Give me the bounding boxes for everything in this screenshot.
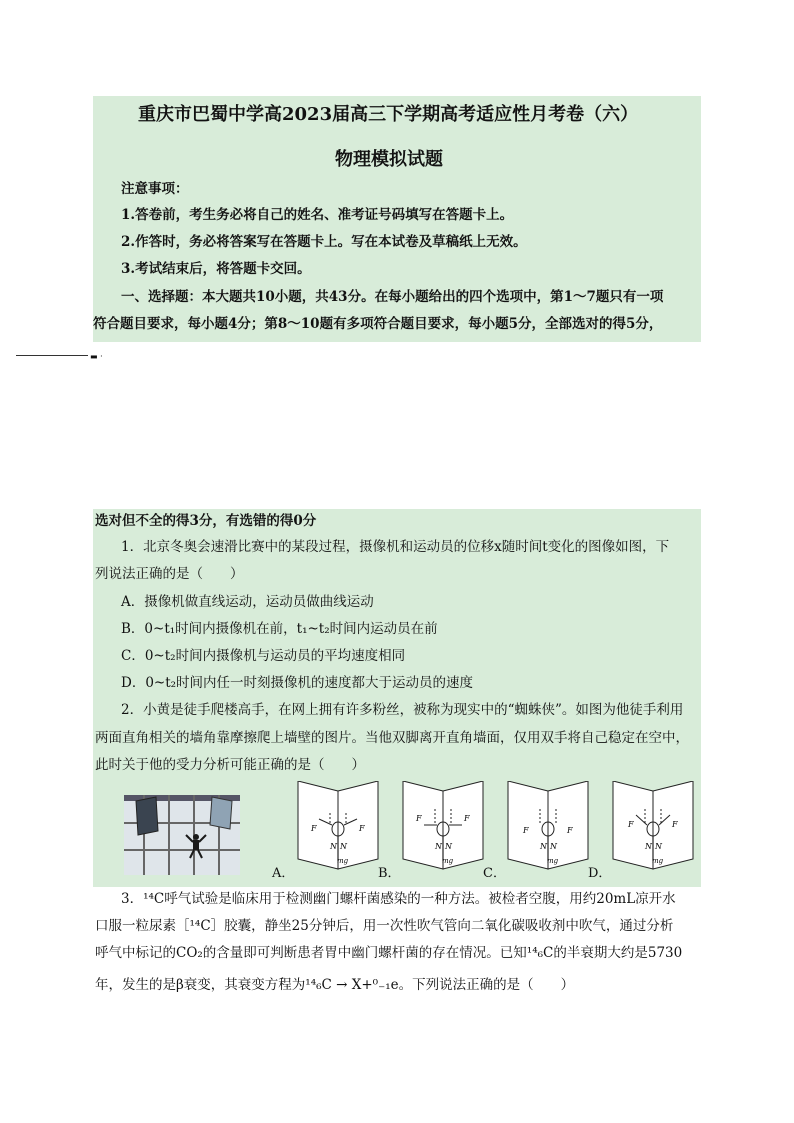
svg-text:mg: mg: [652, 857, 664, 865]
svg-text:F: F: [567, 826, 573, 835]
q2-stem-3: 此时关于他的受力分析可能正确的是（ ）: [95, 757, 365, 773]
notes-item-2: 2.作答时，务必将答案写在答题卡上。写在本试卷及草稿纸上无效。: [121, 234, 527, 250]
notes-heading: 注意事项：: [121, 181, 189, 197]
svg-text:F: F: [416, 814, 422, 823]
separator-mark: ▬ ·: [90, 352, 103, 361]
q2-option-b-label: B．: [378, 866, 401, 881]
svg-text:N: N: [655, 842, 662, 851]
svg-text:N: N: [645, 842, 652, 851]
q2-stem-2: 两面直角相关的墙角靠摩擦爬上墙壁的图片。当他双脚离开直角墙面，仅用双手将自己稳定在空中，: [95, 730, 689, 746]
svg-text:N: N: [340, 842, 347, 851]
q1-stem-2: 列说法正确的是（ ）: [95, 566, 244, 582]
svg-text:N: N: [445, 842, 452, 851]
svg-text:N: N: [435, 842, 442, 851]
q2-option-c-label: C．: [483, 866, 506, 881]
q2-figure-d: [612, 781, 694, 871]
svg-text:N: N: [540, 842, 547, 851]
section1-line-2: 符合题目要求，每小题4分；第8～10题有多项符合题目要求，每小题5分，全部选对的得5分，: [93, 316, 663, 332]
q3-stem-2: 口服一粒尿素［¹⁴C］胶囊，静坐25分钟后，用一次性吹气管向二氧化碳吸收剂中吹气，通过分析: [95, 918, 674, 934]
notes-item-1: 1.答卷前，考生务必将自己的姓名、准考证号码填写在答题卡上。: [121, 207, 514, 223]
section1-line-3: 选对但不全的得3分，有选错的得0分: [95, 513, 317, 529]
q3-stem-3: 呼气中标记的CO₂的含量即可判断患者胃中幽门螺杆菌的存在情况。已知¹⁴₆C的半衰期大约是5730: [95, 945, 683, 961]
q1-option-b: B．0~t₁时间内摄像机在前，t₁~t₂时间内运动员在前: [121, 621, 438, 637]
svg-text:F: F: [464, 814, 470, 823]
svg-text:F: F: [523, 826, 529, 835]
svg-text:F: F: [628, 820, 634, 829]
q1-option-c: C．0~t₂时间内摄像机与运动员的平均速度相同: [121, 648, 406, 664]
section1-line-1: 一、选择题：本大题共10小题，共43分。在每小题给出的四个选项中，第1～7题只有一项: [121, 289, 664, 305]
q3-stem-4: 年，发生的是β衰变，其衰变方程为¹⁴₆C → X+⁰₋₁e。下列说法正确的是（ ）: [95, 977, 575, 993]
exam-subtitle: 物理模拟试题: [335, 149, 443, 170]
q1-stem-1: 1．北京冬奥会速滑比赛中的某段过程，摄像机和运动员的位移x随时间t变化的图像如图，下: [121, 539, 670, 555]
svg-text:F: F: [311, 824, 317, 833]
notes-item-3: 3.考试结束后，将答题卡交回。: [121, 261, 311, 277]
q2-figure-c: [507, 781, 589, 871]
svg-text:mg: mg: [442, 857, 454, 865]
q2-stem-1: 2．小黄是徒手爬楼高手，在网上拥有许多粉丝，被称为现实中的“蜘蛛侠”。如图为他徒手利用: [121, 702, 684, 718]
svg-text:N: N: [550, 842, 557, 851]
page-separator: [16, 355, 88, 356]
q2-figure-b: [402, 781, 484, 871]
q1-option-a: A．摄像机做直线运动，运动员做曲线运动: [121, 594, 374, 610]
exam-title: 重庆市巴蜀中学高2023届高三下学期高考适应性月考卷（六）: [138, 104, 639, 125]
svg-text:mg: mg: [547, 857, 559, 865]
climber-photo: [124, 795, 240, 875]
svg-text:N: N: [330, 842, 337, 851]
q2-option-a-label: A．: [272, 866, 295, 881]
svg-text:F: F: [359, 824, 365, 833]
q2-option-d-label: D．: [588, 866, 612, 881]
svg-text:F: F: [672, 820, 678, 829]
q1-option-d: D．0~t₂时间内任一时刻摄像机的速度都大于运动员的速度: [121, 675, 474, 691]
q2-figure-a: [297, 781, 379, 871]
q3-stem-1: 3．¹⁴C呼气试验是临床用于检测幽门螺杆菌感染的一种方法。被检者空腹，用约20mL凉开水: [121, 891, 676, 907]
svg-text:mg: mg: [337, 857, 349, 865]
